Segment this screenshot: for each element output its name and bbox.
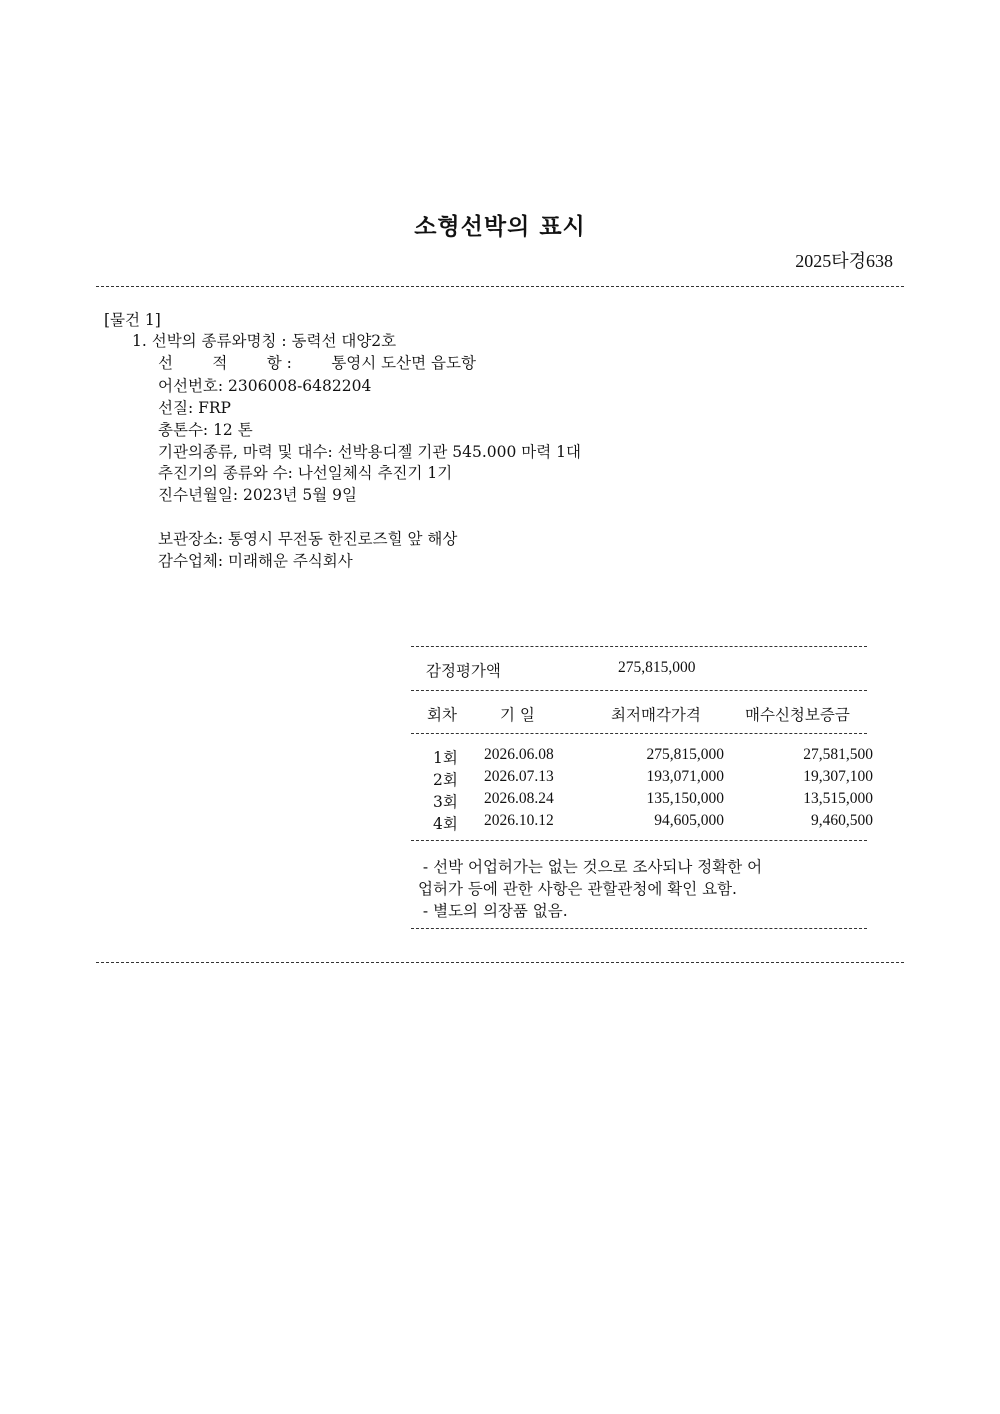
row-round: 1회 xyxy=(433,749,458,767)
row-date: 2026.06.08 xyxy=(484,746,554,763)
row-date: 2026.07.13 xyxy=(484,768,554,785)
header-round: 회차 xyxy=(427,706,457,724)
row-deposit: 27,581,500 xyxy=(803,746,873,763)
appraisal-value: 275,815,000 xyxy=(618,659,696,676)
row-date: 2026.08.24 xyxy=(484,790,554,807)
bottom-divider xyxy=(96,962,904,971)
table-divider-top xyxy=(411,646,867,655)
case-number: 2025타경638 xyxy=(795,251,893,271)
row-deposit: 19,307,100 xyxy=(803,768,873,785)
header-deposit: 매수신청보증금 xyxy=(745,706,850,724)
table-divider-appraisal xyxy=(411,690,867,699)
row-date: 2026.10.12 xyxy=(484,812,554,829)
row-min-price: 94,605,000 xyxy=(654,812,724,829)
note-line: 업허가 등에 관한 사항은 관할관청에 확인 요함. xyxy=(418,880,737,898)
item-line-port: 선 적 항 : 통영시 도산면 읍도항 xyxy=(158,354,476,372)
table-divider-bottom xyxy=(411,928,867,937)
note-line: - 선박 어업허가는 없는 것으로 조사되나 정확한 어 xyxy=(418,858,763,876)
item-line-material: 선질: FRP xyxy=(158,399,231,417)
row-deposit: 9,460,500 xyxy=(811,812,873,829)
row-round: 2회 xyxy=(433,771,458,789)
note-line: - 별도의 의장품 없음. xyxy=(418,902,568,920)
item-line-vessel-name: 1. 선박의 종류와명칭 : 동력선 대양2호 xyxy=(132,332,397,350)
table-divider-header xyxy=(411,733,867,742)
row-deposit: 13,515,000 xyxy=(803,790,873,807)
document-title: 소형선박의 표시 xyxy=(414,214,586,240)
row-min-price: 275,815,000 xyxy=(646,746,724,763)
top-divider xyxy=(96,286,904,295)
row-round: 3회 xyxy=(433,793,458,811)
item-line-engine: 기관의종류, 마력 및 대수: 선박용디젤 기관 545.000 마력 1대 xyxy=(158,443,581,461)
row-min-price: 193,071,000 xyxy=(646,768,724,785)
item-line-registration: 어선번호: 2306008-6482204 xyxy=(158,377,372,395)
header-min-price: 최저매각가격 xyxy=(611,706,701,724)
item-line-storage: 보관장소: 통영시 무전동 한진로즈힐 앞 해상 xyxy=(158,530,458,548)
item-line-propulsion: 추진기의 종류와 수: 나선일체식 추진기 1기 xyxy=(158,464,453,482)
item-line-launch-date: 진수년월일: 2023년 5월 9일 xyxy=(158,486,357,504)
header-date: 기 일 xyxy=(500,706,535,724)
appraisal-label: 감정평가액 xyxy=(426,662,501,680)
item-line-supervisor: 감수업체: 미래해운 주식회사 xyxy=(158,552,353,570)
row-round: 4회 xyxy=(433,815,458,833)
item-line-tonnage: 총톤수: 12 톤 xyxy=(158,421,253,439)
table-divider-rows xyxy=(411,840,867,849)
row-min-price: 135,150,000 xyxy=(646,790,724,807)
item-label: [물건 1] xyxy=(104,311,161,329)
